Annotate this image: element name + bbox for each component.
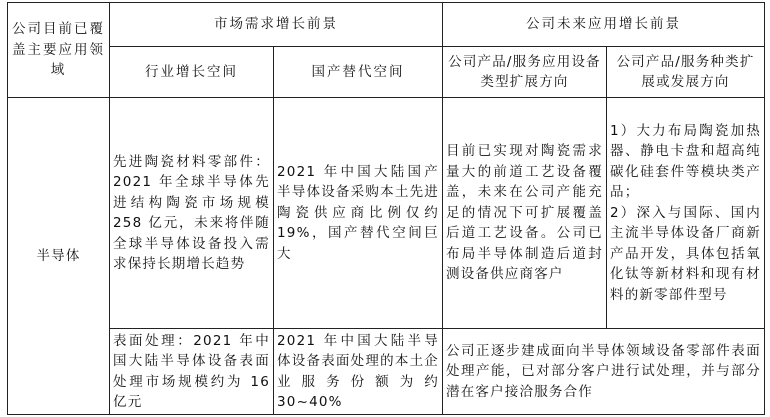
table-row <box>8 98 765 329</box>
product-expansion-item-1: 1）大力布局陶瓷加热器、静电卡盘和超高纯碳化硅套件等模块类产品； <box>610 122 761 201</box>
domain-cell: 半导体 <box>8 98 110 415</box>
industry-space-cell: 先进陶瓷材料零部件：2021 年全球半导体先进结构陶瓷市场规模 258 亿元，未来将伴随全球半导体设备投入需求保持长期增长趋势 <box>110 98 274 329</box>
header-substitution-space: 国产替代空间 <box>274 47 443 98</box>
header-row-2 <box>8 47 765 98</box>
header-equipment-expansion: 公司产品/服务应用设备类型扩展方向 <box>443 47 607 98</box>
substitution-space-cell: 2021 年中国大陆国产半导体设备采购本土先进陶瓷供应商比例仅约 19%，国产替代空间巨大 <box>274 98 443 329</box>
growth-prospects-table <box>7 2 765 415</box>
product-expansion-cell <box>607 98 765 329</box>
header-domain: 公司目前已覆盖主要应用领域 <box>8 3 110 98</box>
table-row <box>8 329 765 415</box>
header-industry-space: 行业增长空间 <box>110 47 274 98</box>
product-expansion-item-2: 2）深入与国际、国内主流半导体设备厂商新产品开发，具体包括氧化钛等新材料和现有材料的新零部件型号 <box>610 204 761 303</box>
substitution-space-cell: 2021 年中国大陆半导体设备表面处理的本土企业服务份额为约 30~40% <box>274 329 443 415</box>
header-product-expansion: 公司产品/服务种类扩展或发展方向 <box>607 47 765 98</box>
future-combined-cell: 公司正逐步建成面向半导体领域设备零部件表面处理产能，已对部分客户进行试处理，并与部分潜在客户接洽服务合作 <box>443 329 765 415</box>
header-market-growth: 市场需求增长前景 <box>110 3 443 47</box>
equipment-expansion-cell: 目前已实现对陶瓷需求量大的前道工艺设备覆盖，未来在公司产能充足的情况下可扩展覆盖后道工艺设备。公司已布局半导体制造后道封测设备供应商客户 <box>443 98 607 329</box>
industry-space-cell: 表面处理：2021 年中国大陆半导体设备表面处理市场规模约为 16 亿元 <box>110 329 274 415</box>
header-future-growth: 公司未来应用增长前景 <box>443 3 765 47</box>
header-row-1 <box>8 3 765 47</box>
